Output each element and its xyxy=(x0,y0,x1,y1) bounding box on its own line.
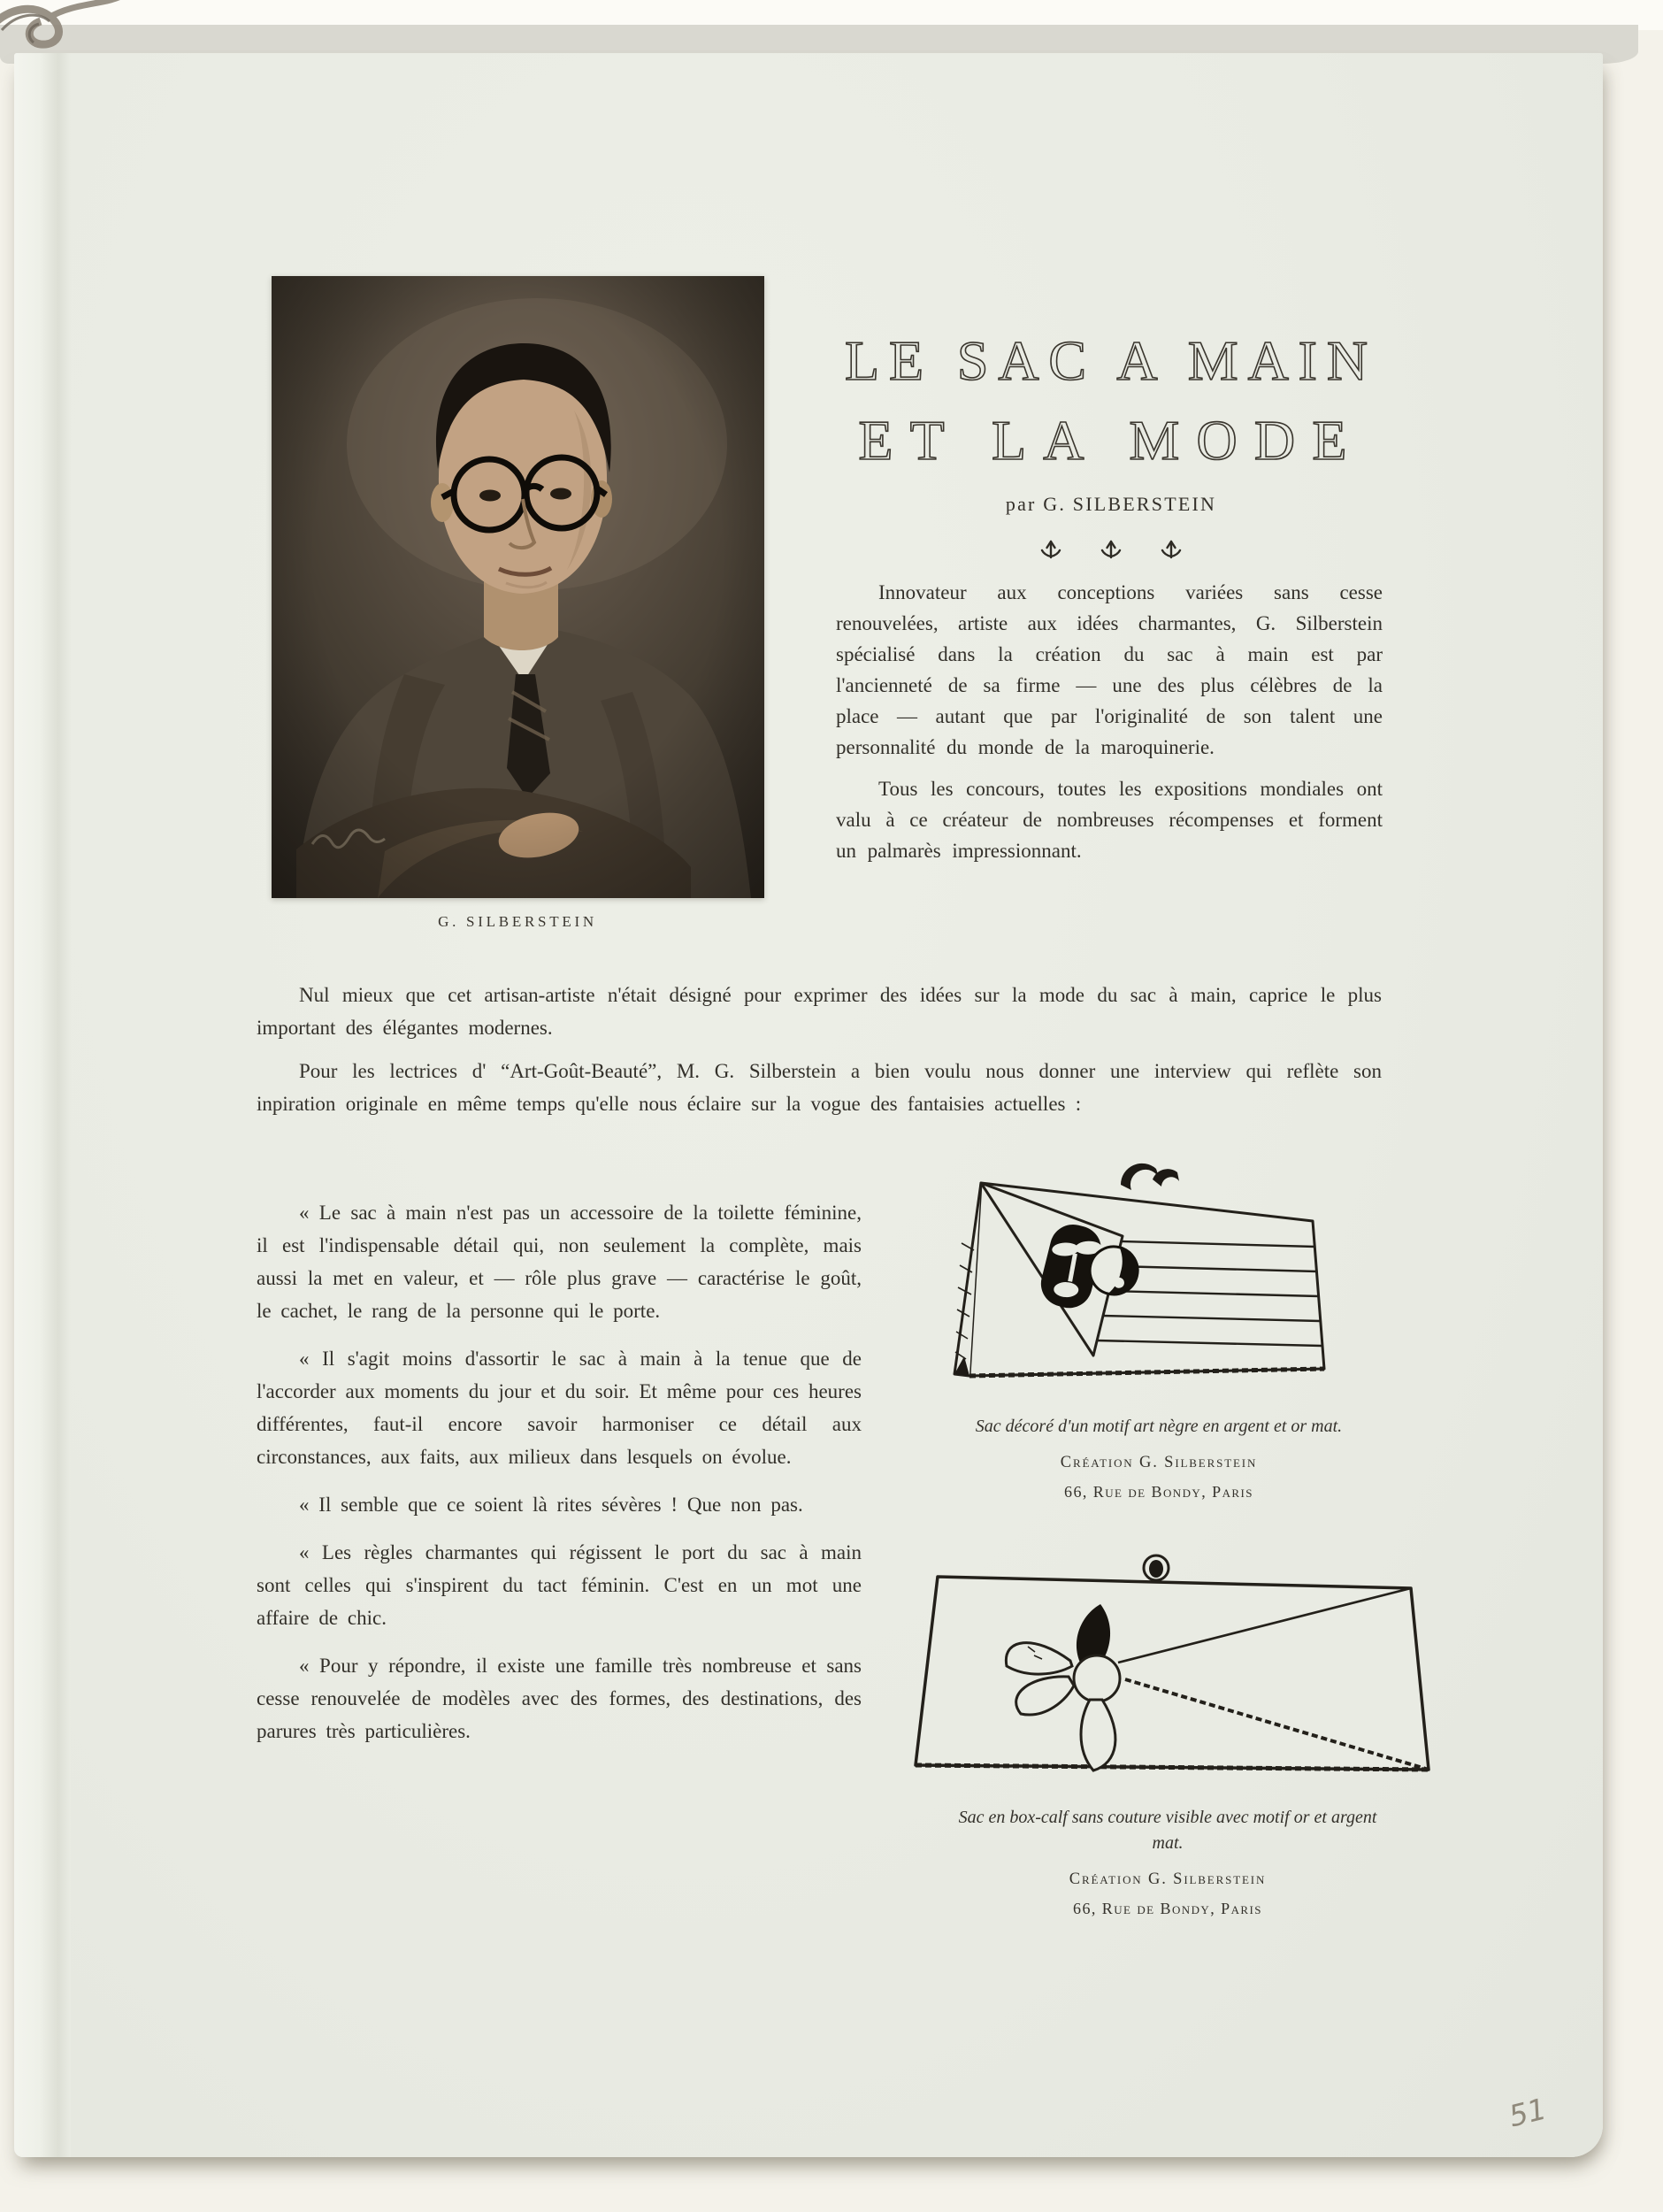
quote-paragraph: « Les règles charmantes qui régissent le port du sac à main sont celles qui s'inspirent du tact féminin. C'est en un mot une affaire de chic. xyxy=(257,1541,862,1629)
fleuron-ornament-row xyxy=(793,539,1429,565)
article-header xyxy=(793,321,1429,565)
interview-column xyxy=(257,1196,862,1763)
paragraph: Pour les lectrices d' “Art-Goût-Beauté”, M. G. Silberstein a bien voulu nous donner une interview qui reflète son inpiration originale en même temps qu'elle nous éclaire sur la vogue des fantaisies actuelles : xyxy=(257,1060,1382,1115)
article-byline: par G. SILBERSTEIN xyxy=(1005,493,1217,515)
fleuron-icon xyxy=(1160,539,1183,565)
figure-caption-2 xyxy=(946,1805,1389,1922)
caption-address: 66, Rue de Bondy, Paris xyxy=(1073,1900,1262,1917)
lead-paragraphs xyxy=(257,979,1382,1131)
caption-text: Sac décoré d'un motif art nègre en argent et or mat. xyxy=(975,1417,1343,1436)
article-title-line1: LE SAC A MAIN xyxy=(845,329,1377,392)
caption-address: 66, Rue de Bondy, Paris xyxy=(1064,1483,1253,1501)
page-spine xyxy=(14,53,71,2157)
page-number: 51 xyxy=(1505,2091,1551,2134)
quote-paragraph: « Le sac à main n'est pas un accessoire de la toilette féminine, il est l'indispensable détail qui, non seulement la complète, mais aussi la met en valeur, et — rôle plus grave — caractérise le goût, le cachet, le rang de la personne qui le porte. xyxy=(257,1202,862,1322)
handbag-illustration-1 xyxy=(919,1137,1370,1407)
paragraph: Innovateur aux conceptions variées sans cesse renouvelées, artiste aux idées charmantes, G. Silberstein spécialisé dans la création du sac à main est par l'ancienneté de sa firme — une des plus célèbres de la place — autant que par l'originalité de son talent une personnalité du monde de la maroquinerie. xyxy=(836,581,1383,758)
caption-credit: Création G. Silberstein xyxy=(1060,1454,1258,1471)
portrait-caption: G. SILBERSTEIN xyxy=(438,913,597,930)
art-negre-mask-motif xyxy=(1036,1220,1146,1323)
quote-paragraph: « Il s'agit moins d'assortir le sac à main à la tenue que de l'accorder aux moments du jour et du soir. Et même pour ces heures différentes, faut-il encore savoir harmoniser ce détail aux circonstances, aux faits, aux milieux dans lesquels on évolue. xyxy=(257,1348,862,1468)
fleuron-icon xyxy=(1100,539,1123,565)
caption-text: Sac en box-calf sans couture visible avec motif or et argent mat. xyxy=(958,1808,1377,1853)
article-title-line2: ET LA MODE xyxy=(858,409,1364,472)
paragraph: Nul mieux que cet artisan-artiste n'était désigné pour exprimer des idées sur la mode du sac à main, caprice le plus important des élégantes modernes. xyxy=(257,984,1382,1039)
handbag-illustration-2 xyxy=(902,1553,1433,1789)
figure-caption-1 xyxy=(960,1414,1358,1505)
paragraph: Tous les concours, toutes les expositions mondiales ont valu à ce créateur de nombreuses récompenses et forment un palmarès impressionnant. xyxy=(836,778,1383,862)
magazine-page xyxy=(14,53,1603,2157)
quote-paragraph: « Pour y répondre, il existe une famille très nombreuse et sans cesse renouvelée de modèles avec des formes, des destinations, des parures très particulières. xyxy=(257,1655,862,1742)
quote-paragraph: « Il semble que ce soient là rites sévères ! Que non pas. xyxy=(299,1494,803,1516)
portrait-photo xyxy=(272,276,764,898)
fleuron-icon xyxy=(1039,539,1062,565)
caption-credit: Création G. Silberstein xyxy=(1069,1870,1267,1888)
intro-column xyxy=(836,577,1383,877)
flower-motif xyxy=(1006,1604,1120,1770)
